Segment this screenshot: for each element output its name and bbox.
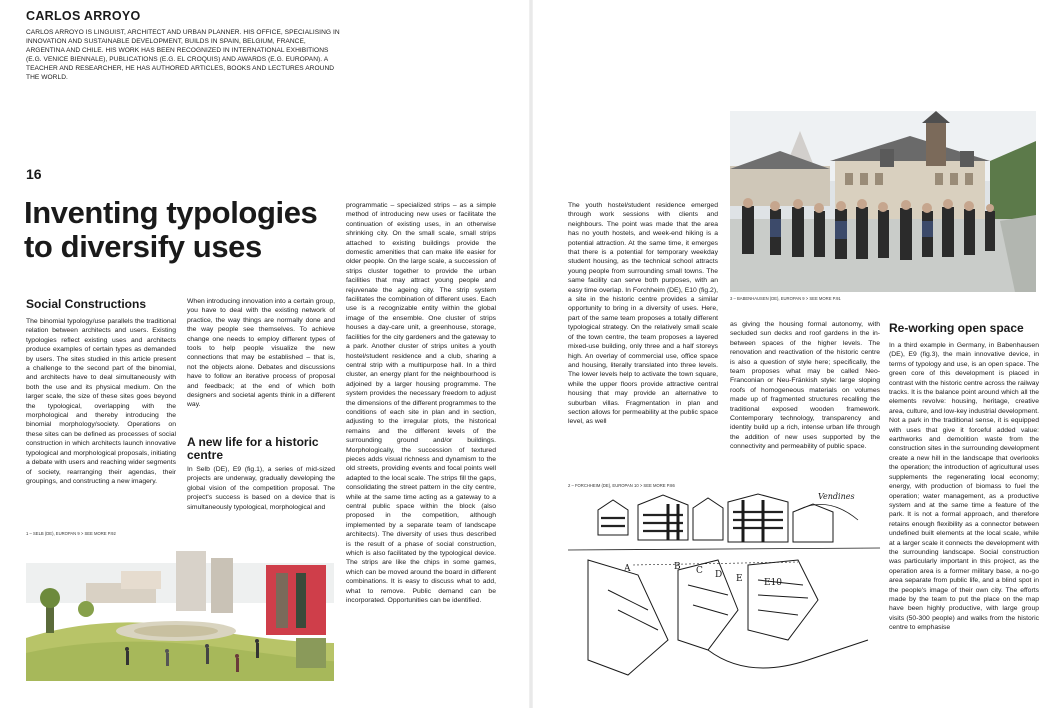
heading-reworking-open-space: Re-working open space: [889, 321, 1024, 335]
left-col3-text: programmatic – specialized strips – as a simple method of introducing new uses or facilitate the continuation of existing uses, in an otherwise shrinking city. On the small scale, small strips attached to existing buildings provide the domestic amenities that can make life easier for older people. On the large scale, a succession of strips cluster together to provide the urban facilities that may attract young people and rejuvenate the ageing city. The strip system facilitates the combination of different uses. Each use is a recognizable entity within the global image of the ensemble. One cluster of strips houses a day-care unit, a greenhouse, storage, facilities for the city gardeners and the gateway to a park. Another cluster of strips unites a youth hostel/student residence and a club, sharing a central strip with a multipurpose hall. In a third cluster, an energy plant for the neighbourhood is adjoined by a larger housing programme. The system provides the necessary freedom to adjust the dimensions of the different programmes to the conditions of each site in plan and in section, adjusting to the irregular plots, the historical remains and the different levels of the surrounding ground and/or buildings. Morphologically, the succession of textured pieces adds visual richness and dynamism to the old streets, providing events and focal points well adapted to the local scale. The strips fill the gaps, consolidating the street pattern in the city centre, while at the same time acting as a gateway to a central public space within the block (also proposed in the competition, although implemented by a separate team of landscape architects). The diversity of uses thus described is the result of a phase of social construction, which is also facilitated by the typological device. The strips are like the chips in some games, which can be moved around the board in different combinations. It is easy to discuss what to add, what to remove. Public demand can be incorporated. Opportunities can be identified.: [346, 202, 496, 605]
right-col1-text: The youth hostel/student residence emerged through work sessions with clients and neighbours. The point was made that the area has no youth hostels, and week-end hiking is a potential attraction. At the same time, it emerges that there is a potential for temporary weekday student housing, as the technical school attracts young people from surrounding small towns. The same facility can serve both purposes, with an easy time overlap. In Forchheim (DE), E10 (fig.2), a site in the historic centre provides a similar opportunity to bring in a diversity of uses. Here, part of the same team proposes a totally different typological strategy. On the relatively small scale of the town centre, the team proposes a layered mixed-use building, only three and a half storeys high. An overlay of commercial use, office space and housing, literally translated into three levels. The lower levels help to activate the town square, while the upper floors provide attractive central housing that may provide an alternative to suburban villas. Fragmentation in plan and section allows for permeability at the public space level, as well: [568, 202, 718, 426]
page-number-left: 16: [26, 166, 42, 182]
left-col2-text: When introducing innovation into a certain group, you have to deal with the existing network of practice, the way things are normally done and the way people see themselves. To achieve change one needs to employ different types of tools to help people visualize the new connections that may be established – that is, not the objects alone. Debates and discussions have to follow an iterative process of proposal and feedback; at the end of which both designers and societal agents think in a different way.: [187, 298, 335, 409]
heading-social-constructions: Social Constructions: [26, 297, 147, 311]
sketch-label-a: A: [624, 564, 631, 574]
caption-fig2: 2 – FORCHHEIM (DE), EUROPAN 10 > SEE MORE P.86: [568, 483, 675, 488]
figure-2-forchheim-sketch: [568, 490, 880, 686]
right-col2-text: as giving the housing formal autonomy, with secluded sun decks and roof gardens in the in-between spaces of the higher levels. The renovation and reactivation of the historic centre is also a question of style here; specifically, the team proposes what may be called Neo-Franconian or Neu-Fränkish style: large sloping roofs of homogeneous materials on volumes made up of fragmented structures recalling the traditional exposed wooden framework. Contemporary technology, transparency and identity build up a rich, intense urban life through the addition of new uses supported by the connectivity and permeability of public space.: [730, 321, 880, 451]
heading-new-life: A new life for a historic centre: [187, 435, 319, 462]
caption-fig1: 1 – SELB (DE), EUROPAN 9 > SEE MORE P.92: [26, 531, 116, 536]
sketch-label-b: B: [674, 562, 681, 572]
author-name: CARLOS ARROYO: [26, 9, 141, 23]
left-col2-text2: In Selb (DE), E9 (fig.1), a series of mid-sized projects are underway, gradually developing the global vision of the competition proposal. The project's success is based on a device that is simultaneously typological, morphological and: [187, 466, 335, 511]
caption-fig3: 3 – BABENHAUSEN (DE), EUROPAN 9 > SEE MORE P.91: [730, 296, 841, 301]
sketch-label-e: E: [736, 574, 743, 584]
article-title: Inventing typologies to diversify uses: [24, 195, 318, 264]
sketch-label-e10: E10: [764, 578, 783, 588]
author-bio: CARLOS ARROYO IS LINGUIST, ARCHITECT AND URBAN PLANNER. HIS OFFICE, SPECIALISING IN INNOVATION AND SUSTAINABLE DEVELOPMENT, BUILDS IN SPAIN, BELGIUM, FRANCE, ARGENTINA AND CHILE. HIS WORK HAS BEEN RECOGNIZED IN INTERNATIONAL EXHIBITIONS (E.G. VENICE BIENNALE), PUBLICATIONS (E.G. EL CROQUIS) AND AWARDS (E.G. EUROPAN). A TEACHER AND RESEARCHER, HE HAS AUTHORED ARTICLES, BOOKS AND LECTURES AROUND THE WORLD.: [26, 29, 340, 81]
figure-3-babenhausen-photo: [730, 111, 1036, 292]
left-col1-text: The binomial typology/use parallels the traditional relation between architects and users. Existing typologies reflect existing uses and architects produce examples of certain types as demanded by users. The sites studied in this article present a challenge to the second part of the binomial, and architects have to deal simultaneously with both the use and its physical medium. On the larger scale, the size of these sites goes beyond the typological, overlapping with the morphological and thereby introducing the binomial morphology/society. Operations on these sites can be defined as processes of social construction in which architects launch innovative typological and morphological proposals, initiating a debate with users and reaching wider segments of society, rearranging their agendas, their groupings, and constructing a new imagery.: [26, 318, 176, 485]
right-col3-text: In a third example in Germany, in Babenhausen (DE), E9 (fig.3), the main innovative device, in terms of typology and use, is an open space. The green core of this development is placed in contrast with the historic centre across the railway tracks. It is the balance point around which all the elements revolve: housing, heritage, creative area, culture, and low-key industrial development. Not a park in the traditional sense, it is equipped with uses that give it forceful added value: earthworks and demolition waste from the construction sites in the surrounding development create a new hill in the landscape that overlooks the operation; the introduction of agricultural uses supplements the regenerating local economy; energy, with production of biomass to fuel the operation; water management, as a productive system and at the same time a feature of the park. It is not a formal approach, and therefore retains enough flexibility as a connector between undefined built elements at the local scale, while at a larger scale it connects the development with the surrounding landscape. Social construction was particularly important in this project, as the operation area is a former military base, a no-go area separate from public life, and a blind spot in the people's image of their own city. The efforts made by the team to put the place on the map have been highly productive, with large group visits (50-300 people) and walks from the historic centre to emphasise: [889, 342, 1039, 632]
spine-gutter: [529, 0, 533, 708]
sketch-label-vendines: Vendines: [818, 492, 855, 501]
sketch-label-d: D: [715, 570, 723, 580]
figure-1-selb-collage: [26, 543, 334, 681]
sketch-label-c: C: [696, 566, 703, 576]
